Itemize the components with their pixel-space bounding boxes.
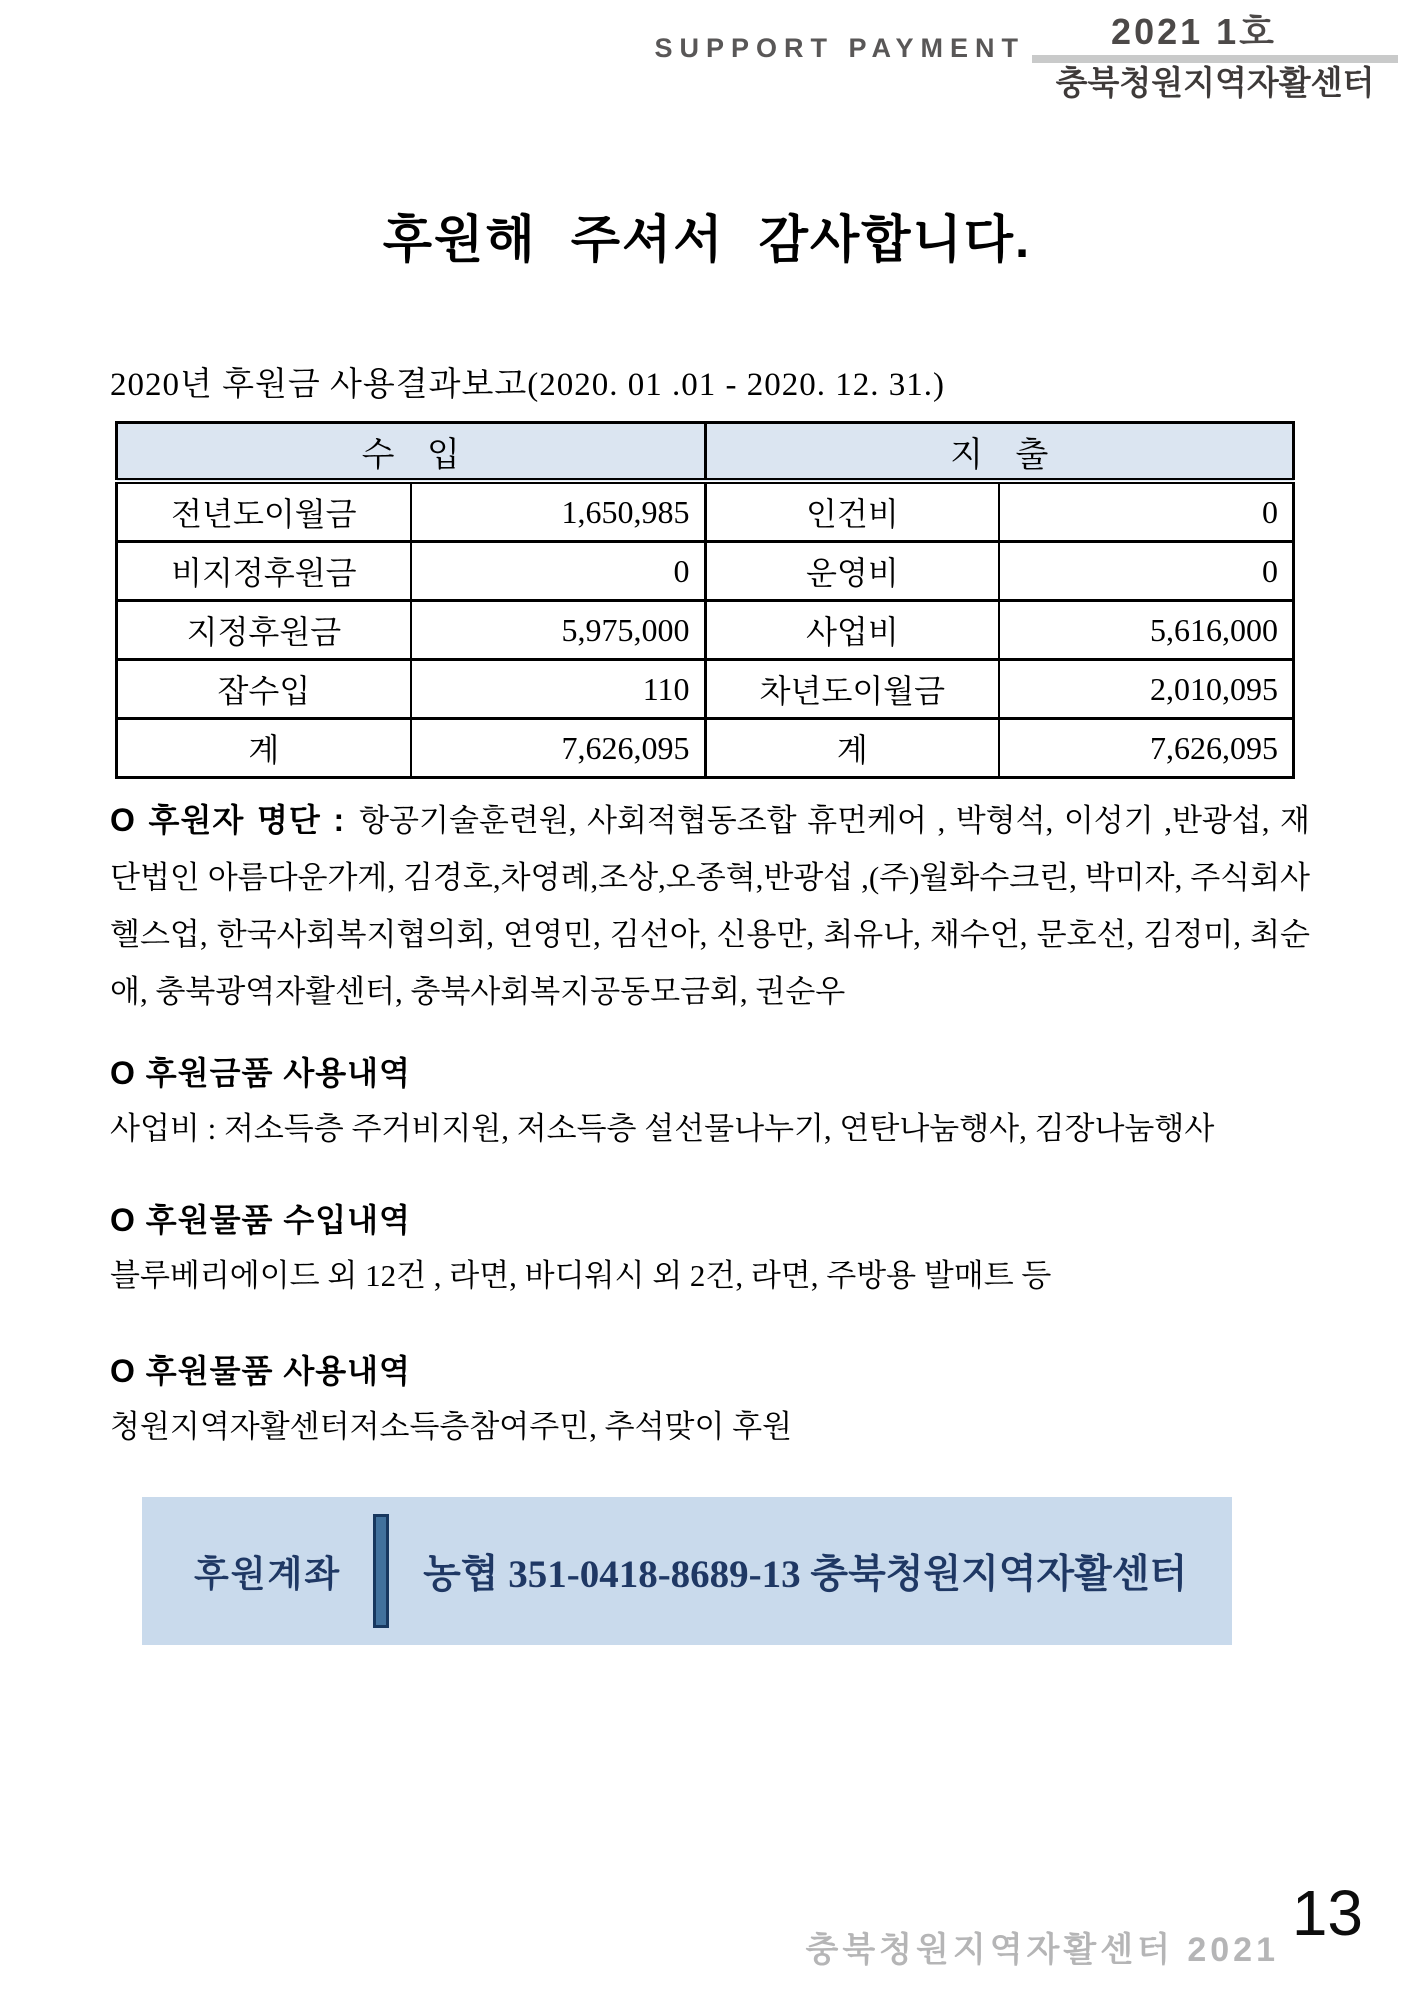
table-cell: 비지정후원금 <box>117 542 411 601</box>
page-number: 13 <box>1291 1877 1363 1949</box>
table-row <box>117 660 1294 719</box>
table-cell: 지정후원금 <box>117 601 411 660</box>
table-row <box>117 481 1294 542</box>
table-cell: 0 <box>999 481 1293 542</box>
account-divider-bar <box>373 1514 389 1628</box>
page-title: 후원해 주셔서 감사합니다. <box>382 211 1032 268</box>
donation-report-table <box>115 421 1295 779</box>
table-cell: 인건비 <box>705 481 999 542</box>
table-cell: 7,626,095 <box>411 719 705 778</box>
table-cell: 110 <box>411 660 705 719</box>
section-donor-list <box>110 792 1310 1020</box>
section-body: 항공기술훈련원, 사회적협동조합 휴먼케어 , 박형석, 이성기 ,반광섭, 재단법인 아름다운가게, 김경호,차영례,조상,오종혁,반광섭 ,(주)월화수크린, 박미자, 주식회사 헬스업, 한국사회복지협의회, 연영민, 김선아, 신용만, 최유나, 채수언, 문호선, 김정미, 최순애, 충북광역자활센터, 충북사회복지공동모금회, 권순우 <box>110 803 1310 1009</box>
table-cell: 전년도이월금 <box>117 481 411 542</box>
footer-org-year: 충북청원지역자활센터 2021 <box>805 1931 1279 1969</box>
section-heading: O 후원금품 사용내역 <box>110 1055 411 1091</box>
issue-number: 2021 1호 <box>1111 11 1277 52</box>
expense-header: 지 출 <box>705 423 1294 482</box>
table-cell: 2,010,095 <box>999 660 1293 719</box>
masthead-rule <box>1032 55 1398 63</box>
section-heading: O 후원물품 사용내역 <box>110 1353 411 1389</box>
section-goods-income <box>110 1195 1310 1296</box>
table-cell: 차년도이월금 <box>705 660 999 719</box>
section-heading: O 후원물품 수입내역 <box>110 1202 411 1238</box>
table-row <box>117 719 1294 778</box>
table-cell: 사업비 <box>705 601 999 660</box>
income-header: 수 입 <box>117 423 706 482</box>
section-body: 블루베리에이드 외 12건 , 라면, 바디워시 외 2건, 라면, 주방용 발매트 등 <box>110 1258 1052 1293</box>
table-header-row <box>117 423 1294 482</box>
table-cell: 7,626,095 <box>999 719 1293 778</box>
section-body: 사업비 : 저소득층 주거비지원, 저소득층 설선물나누기, 연탄나눔행사, 김장나눔행사 <box>110 1111 1215 1146</box>
support-payment-label: SUPPORT PAYMENT <box>654 33 1025 63</box>
table-cell: 계 <box>705 719 999 778</box>
masthead <box>1032 10 1398 101</box>
table-cell: 5,616,000 <box>999 601 1293 660</box>
table-cell: 운영비 <box>705 542 999 601</box>
masthead-org-name: 충북청원지역자활센터 <box>1055 64 1375 101</box>
report-subtitle: 2020년 후원금 사용결과보고(2020. 01 .01 - 2020. 12. 31.) <box>110 367 945 403</box>
donation-account-box <box>142 1497 1232 1645</box>
section-heading: O 후원자 명단 : <box>110 802 346 838</box>
table-row <box>117 601 1294 660</box>
section-goods-usage <box>110 1346 1310 1447</box>
account-number: 농협 351-0418-8689-13 충북청원지역자활센터 <box>423 1553 1188 1596</box>
section-body: 청원지역자활센터저소득층참여주민, 추석맞이 후원 <box>110 1409 793 1444</box>
table-cell: 1,650,985 <box>411 481 705 542</box>
table-cell: 0 <box>999 542 1293 601</box>
section-money-usage <box>110 1048 1310 1149</box>
account-label: 후원계좌 <box>194 1553 342 1594</box>
table-row <box>117 542 1294 601</box>
table-cell: 5,975,000 <box>411 601 705 660</box>
table-cell: 0 <box>411 542 705 601</box>
table-cell: 계 <box>117 719 411 778</box>
table-cell: 잡수입 <box>117 660 411 719</box>
